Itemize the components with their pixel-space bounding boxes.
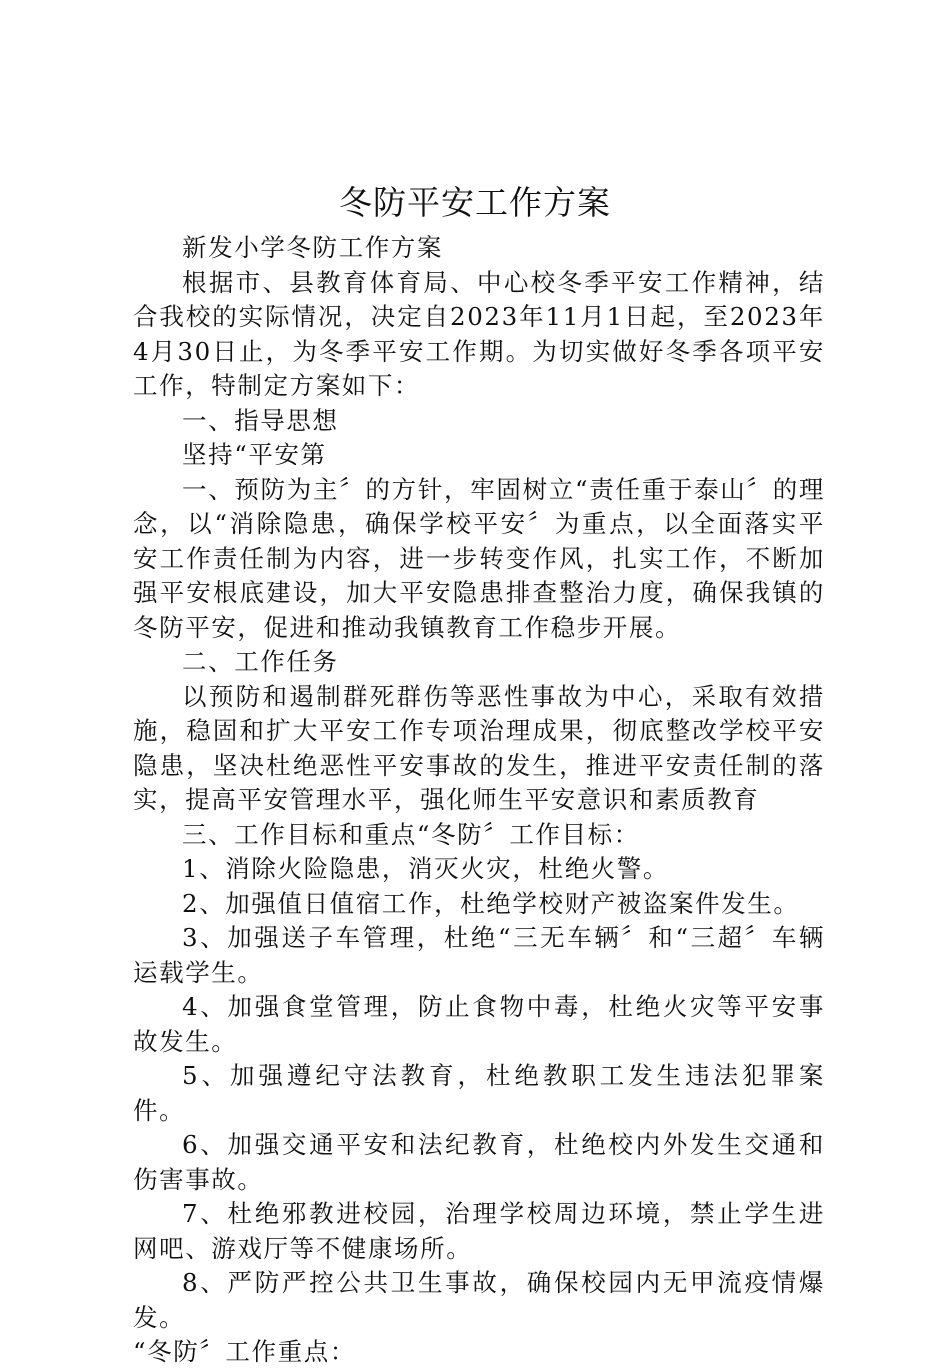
paragraph-intro: 根据市、县教育体育局、中心校冬季平安工作精神，结合我校的实际情况，决定自2023年11月1日起，至2023年4月30日止，为冬季平安工作期。为切实做好冬季各项平安工作，特制定方案如下：: [133, 267, 825, 400]
heading-work-goals: 三、工作目标和重点“冬防〞工作目标：: [182, 819, 640, 849]
goal-item-2: 2、加强值日值宿工作，杜绝学校财产被盗案件发生。: [182, 888, 800, 918]
paragraph-adhere: 坚持“平安第: [182, 440, 327, 469]
goal-item-8: 8、严防严控公共卫生事故，确保校园内无甲流疫情爆发。: [133, 1268, 825, 1332]
goal-item-6: 6、加强交通平安和法纪教育，杜绝校内外发生交通和伤害事故。: [133, 1130, 825, 1194]
goal-item-4: 4、加强食堂管理，防止食物中毒，杜绝火灾等平安事故发生。: [133, 992, 825, 1056]
paragraph-prevention-first: 一、预防为主〞的方针，牢固树立“责任重于泰山〞的理念，以“消除隐患，确保学校平安〞为重点，以全面落实平安工作责任制为内容，进一步转变作风，扎实工作，不断加强平安根底建设，加大平安隐患排查整治力度，确保我镇的冬防平安，促进和推动我镇教育工作稳步开展。: [133, 474, 825, 642]
document-body: [133, 231, 825, 1370]
heading-work-tasks: 二、工作任务: [182, 647, 339, 676]
goal-item-5: 5、加强遵纪守法教育，杜绝教职工发生违法犯罪案件。: [133, 1061, 825, 1125]
document-title: 冬防平安工作方案: [339, 183, 611, 222]
goal-item-3: 3、加强送子车管理，杜绝“三无车辆〞和“三超〞车辆运载学生。: [133, 923, 825, 987]
heading-key-points: “冬防〞工作重点：: [133, 1337, 356, 1366]
goal-item-1: 1、消除火险隐患，消灭火灾，杜绝火警。: [182, 854, 669, 883]
heading-guiding-ideology: 一、指导思想: [182, 405, 339, 435]
goal-item-7: 7、杜绝邪教进校园，治理学校周边环境，禁止学生进网吧、游戏厅等不健康场所。: [133, 1199, 825, 1263]
paragraph-work-tasks: 以预防和遏制群死群伤等恶性事故为中心，采取有效措施，稳固和扩大平安工作专项治理成果，彻底整改学校平安隐患，坚决杜绝恶性平安事故的发生，推进平安责任制的落实，提高平安管理水平，强化师生平安意识和素质教育: [133, 681, 825, 814]
paragraph-school-plan-name: 新发小学冬防工作方案: [182, 233, 443, 262]
